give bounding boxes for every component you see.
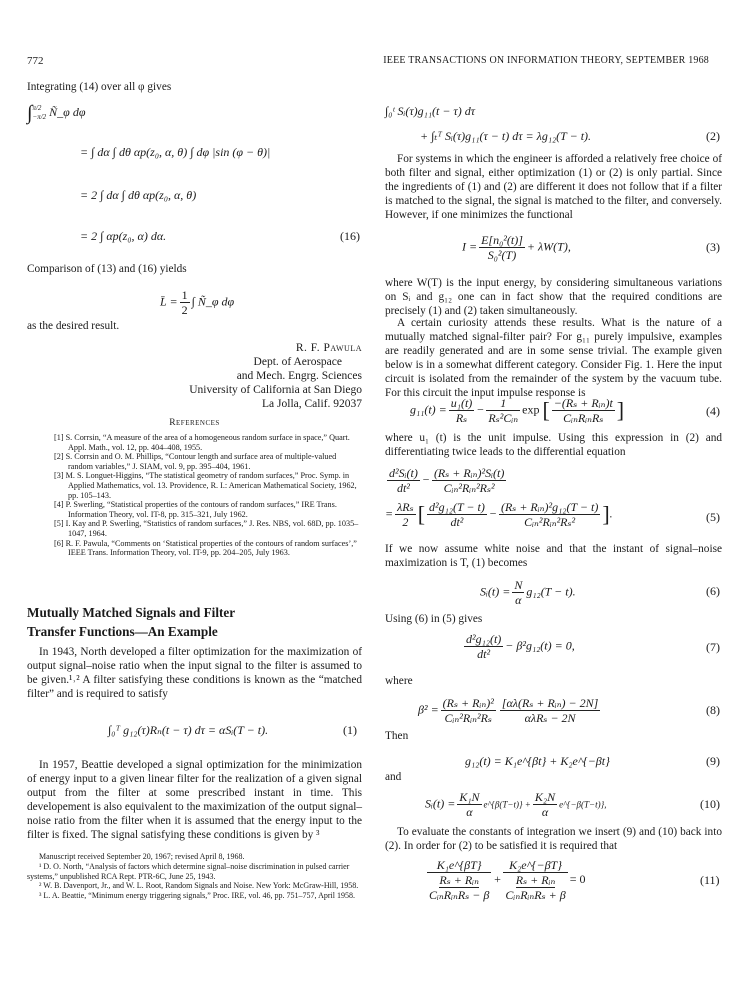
equation-number-1: (1)	[343, 723, 357, 737]
equation-14c: = 2 ∫ dα ∫ dθ αp(z₀, α, θ)	[80, 188, 197, 202]
footnote: ¹ D. O. North, “Analysis of factors which determine signal–noise discrimination in pulsed carrier systems,” unpublished RCA Rept. PTR-6C, June 25, 1943.	[27, 861, 350, 881]
equation-11: K₁e^{βT} Rₛ + Rᵢₙ CᵢₙRᵢₙRₛ − β + K₂e^{−βT} Rₛ + Rᵢₙ CᵢₙRᵢₙRₛ + β = 0	[429, 858, 586, 902]
equation-number-8: (8)	[706, 703, 720, 717]
paragraph-unit-impulse: where u₁ (t) is the unit impulse. Using this expression in (2) and differentiating twice leads to the differential equation	[385, 432, 722, 458]
reference-item: [1] S. Corrsin, “A measure of the area of a homogeneous random surface in space,” Quart. Appl. Math., vol. 12, pp. 404–408, 1955.	[54, 433, 350, 452]
equation-L: L̄ = $\frac{1}{2}$ ∫ Ñ_φ dφ	[160, 288, 235, 317]
footnote: ² W. B. Davenport, Jr., and W. L. Root, Random Signals and Noise. New York: McGraw-Hill, 1958.	[39, 881, 359, 891]
paragraph-constants: To evaluate the constants of integration we insert (9) and (10) back into (2). In order for (2) to be satisfied it is required that	[385, 826, 722, 852]
paragraph-beattie: In 1957, Beattie developed a signal optimization for the minimization of energy input to a given linear filter for the realization of a given signal output from the filter at some prescribed instant in time. This developement is also equivalent to the maximization of the output signal–noise ratio from the filter when it is assumed that the energy input to the filter is fixed. The signal satisfying these conditions is given by ³	[27, 759, 362, 841]
paragraph-curiosity: A certain curiosity attends these results. What is the nature of a mutually matched signal-filter pair? For g₁₁ purely impulsive, examples are readily generated and are in some sense trivial. The example given below is in a somewhat different category. Consider Fig. 1. Here the input circuit is isolated from the remainder of the system by the vacuum tube. For this circuit the input impulse response is	[385, 317, 722, 399]
equation-5b: = $\frac{\text{λRₛ}}{2}$ [ $\frac{\text{d²g₁₂(T − t)}}{\text{dt²}}$ − $\frac{\text{(Rₛ + Rᵢₙ)²g₁₂(T − t)}}{\text{Cᵢₙ²Rᵢₙ²Rₛ²}}$ ].	[385, 500, 613, 529]
footnotes	[27, 852, 362, 901]
paragraph-north: In 1943, North developed a filter optimization for the maximization of output signal–noise ratio when the input signal to the filter is assumed to be given.¹˒² A filter satisfying these conditions is known as the “matched filter” and is required to satisfy	[27, 646, 362, 700]
comparison-text: Comparison of (13) and (16) yields	[27, 263, 187, 275]
reference-item: [6] R. F. Pawula, “Comments on ‘Statistical properties of the contours of random surfaces’,” IEEE Trans. Information Theory, vol. IT-9, pp. 204–205, July 1963.	[54, 538, 357, 558]
equation-number-9: (9)	[706, 754, 720, 768]
references-list	[54, 433, 362, 558]
reference-item: [3] M. S. Longuet-Higgins, “The statistical geometry of random surfaces,” Proc. Symp. in Applied Mathematics, vol. 13. Providence, R. I.: American Mathematical Society, 1962, pp. 105–143.	[54, 471, 357, 500]
intro-text: Integrating (14) over all φ gives	[27, 81, 172, 93]
author-block	[27, 341, 362, 411]
author-affiliation: Dept. of Aerospace	[253, 356, 342, 368]
then-text: Then	[385, 730, 409, 742]
and-text: and	[385, 771, 402, 783]
equation-14a: ∫ π/2 −π/2 Ñ_φ dφ	[27, 102, 86, 124]
equation-14b: = ∫ dα ∫ dθ αp(z₀, α, θ) ∫ dφ |sin (φ − θ)|	[80, 145, 271, 159]
equation-number-7: (7)	[706, 640, 720, 654]
equation-number-10: (10)	[700, 797, 720, 811]
using-text: Using (6) in (5) gives	[385, 613, 483, 625]
footnote: Manuscript received September 20, 1967; revised April 8, 1968.	[39, 852, 245, 861]
equation-number-5: (5)	[706, 510, 720, 524]
author-address: La Jolla, Calif. 92037	[262, 398, 362, 410]
paragraph-white-noise: If we now assume white noise and that the instant of signal–noise maximization is T, (1) becomes	[385, 543, 722, 569]
equation-number-4: (4)	[706, 404, 720, 418]
equation-number-16: (16)	[340, 229, 360, 243]
article-title-line: Mutually Matched Signals and Filter	[27, 605, 236, 620]
paragraph-where-energy: where W(T) is the input energy, by considering simultaneous variations on Sᵢ and g₁₂ one can in fact show that the required conditions are precisely (1) and (2) taken simultaneously.	[385, 277, 722, 317]
author-affiliation: and Mech. Engrg. Sciences	[236, 370, 362, 382]
reference-item: [4] P. Swerling, “Statistical properties of the contours of random surfaces,” IRE Trans. Information Theory, vol. IT-8, pp. 315–321, July 1962.	[54, 500, 337, 519]
equation-2b: + ∫ₜᵀ Sᵢ(τ)g₁₁(τ − t) dτ = λg₁₂(T − t).	[420, 129, 592, 143]
equation-6: Sᵢ(t) = $\frac{N}{\alpha}$ g₁₂(T − t).	[480, 578, 576, 607]
equation-number-3: (3)	[706, 240, 720, 254]
equation-number-6: (6)	[706, 584, 720, 598]
footnote: ³ L. A. Beattie, “Minimum energy triggering signals,” Proc. IRE, vol. 46, pp. 751–757, April 1958.	[39, 891, 355, 901]
paragraph-systems: For systems in which the engineer is afforded a relatively free choice of both filter and signal, either optimization (1) or (2) is only partial. Since the ingredients of (1) and (2) are different it does not follow that if a filter is matched to the signal, the signal is matched to the filter, and conversely. However, if one minimizes the functional	[385, 153, 722, 221]
equation-16: = 2 ∫ αp(z₀, α) dα.	[80, 229, 167, 243]
result-text: as the desired result.	[27, 320, 120, 332]
author-name: R. F. Pawula	[295, 342, 362, 354]
where-text: where	[385, 675, 413, 687]
running-header: IEEE TRANSACTIONS ON INFORMATION THEORY, SEPTEMBER 1968	[383, 55, 709, 66]
reference-item: [5] I. Kay and P. Swerling, “Statistics of random surfaces,” J. Res. NBS, vol. 68D, pp. 1035–1047, 1964.	[54, 519, 359, 538]
equation-9: g₁₂(t) = K₁e^{βt} + K₂e^{−βt}	[465, 754, 610, 768]
references-heading: References	[169, 418, 220, 428]
equation-number-11: (11)	[700, 873, 720, 887]
equation-7: $\frac{\text{d²g₁₂(t)}}{\text{dt²}}$ − β²g₁₂(t) = 0,	[466, 632, 575, 661]
reference-item: [2] S. Corrsin and O. M. Phillips, “Contour length and surface area of multiple-valued random variables,” J. SIAM, vol. 9, pp. 395–404, 1961.	[54, 452, 337, 471]
equation-2a: ∫₀ᵗ Sᵢ(τ)g₁₁(t − τ) dτ	[385, 104, 476, 118]
equation-4: g₁₁(t) = $\frac{\text{u₁(t)}}{\text{Rₛ}}$ − $\frac{1}{\text{Rₛ²Cᵢₙ}}$ exp [ $\frac{\text{−(Rₛ + Rᵢₙ)t}}{\text{CᵢₙRᵢₙRₛ}}$ ]	[410, 396, 625, 425]
equation-number-2: (2)	[706, 129, 720, 143]
page-number: 772	[27, 55, 44, 67]
author-affiliation: University of California at San Diego	[189, 384, 362, 396]
article-title	[27, 603, 362, 641]
equation-8: β² = $\frac{\text{(Rₛ + Rᵢₙ)²}}{\text{Cᵢₙ²Rᵢₙ²Rₛ}}$ $\frac{\text{[αλ(Rₛ + Rᵢₙ) − 2N]}}{\text{αλRₛ − 2N}}$	[418, 696, 599, 725]
equation-5a: $\frac{\text{d²Sᵢ(t)}}{\text{dt²}}$ − $\frac{\text{(Rₛ + Rᵢₙ)²Sᵢ(t)}}{\text{Cᵢₙ²Rᵢₙ²Rₛ²}}$	[389, 466, 505, 495]
equation-3: I = $\frac{\text{E[n₀²(t)]}}{\text{S₀²(T)}}$ + λW(T),	[462, 233, 571, 262]
equation-1: ∫₀ᵀ g₁₂(τ)Rₙ(t − τ) dτ = αSᵢ(T − t).	[108, 723, 269, 737]
article-title-line: Transfer Functions—An Example	[27, 624, 218, 639]
equation-10: Sᵢ(t) = $\frac{\text{K₁N}}{\alpha}$ e^{β(T−t)} + $\frac{\text{K₂N}}{\alpha}$ e^{−β(T−t)},	[425, 790, 607, 819]
